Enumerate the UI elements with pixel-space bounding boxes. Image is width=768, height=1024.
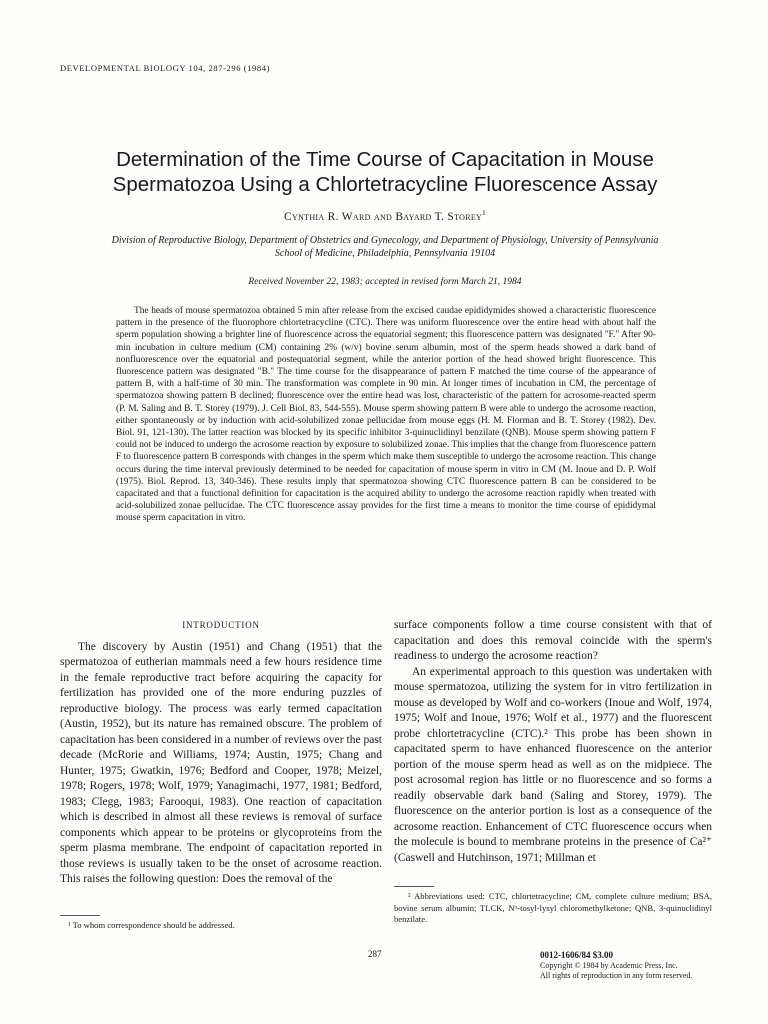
footnote-1: ¹ To whom correspondence should be addressed. xyxy=(68,920,235,930)
right-column-paragraph-1: surface components follow a time course consistent with that of capacitation and does this removal coincide with the sperm's readiness to undergo the acrosome reaction? xyxy=(394,619,712,662)
left-column-paragraph: The discovery by Austin (1951) and Chang (1951) that the spermatozoa of eutherian mammals need a few hours residence time in the female reproductive tract before acquiring the capacity for fertilization has provided one of the more enduring puzzles of reproductive biology. The process was early termed capacitation (Austin, 1952), but its nature has remained obscure. The problem of capacitation has been considered in a number of reviews over the past decade (McRorie and Williams, 1974; Austin, 1975; Chang and Hunter, 1975; Gwatkin, 1976; Bedford and Cooper, 1978; Meizel, 1978; Rogers, 1978; Wolf, 1979; Yanagimachi, 1977, 1981; Bedford, 1983; Clegg, 1983; Farooqui, 1983). One reaction of capacitation which is described in almost all these reviews is removal of surface components which appear to be proteins or glycoproteins from the sperm plasma membrane. The endpoint of capacitation reported in those reviews is usually taken to be the onset of acrosome reaction. This raises the following question: Does the removal of the xyxy=(60,640,382,885)
running-head: DEVELOPMENTAL BIOLOGY 104, 287-296 (1984) xyxy=(60,63,271,73)
page-number: 287 xyxy=(368,949,382,959)
footnote-rule-left xyxy=(60,915,100,916)
affiliation-line-2: School of Medicine, Philadelphia, Pennsylvania 19104 xyxy=(274,248,496,259)
author-2: Bayard T. Storey xyxy=(395,210,483,223)
author-1: Cynthia R. Ward xyxy=(284,210,371,223)
right-column-paragraph-2: An experimental approach to this question was undertaken with mouse spermatozoa, utilizing the system for in vitro fertilization in mouse as developed by Wolf and co-workers (Inoue and Wolf, 1974, 1975; Wolf and Inoue, 1976; Wolf et al., 1977) and the fluorescent probe chlortetracycline (CTC).² This probe has been shown in capacitated sperm to have enhanced fluorescence on the anterior portion of the mouse sperm head as well as on the midpiece. The post acrosomal region has little or no fluorescence and so forms a readily observable dark band (Saling and Storey, 1979). The fluorescence on the anterior portion is lost as a consequence of the acrosome reaction. Enhancement of CTC fluorescence occurs when the molecule is bound to membrane proteins in the presence of Ca²⁺ (Caswell and Hutchinson, 1971; Millman et xyxy=(394,665,712,864)
received-dates: Received November 22, 1983; accepted in revised form March 21, 1984 xyxy=(248,277,522,287)
footnote-rule-right xyxy=(394,886,434,887)
article-title xyxy=(60,147,710,197)
footnote-2: ² Abbreviations used: CTC, chlortetracycline; CM, complete culture medium; BSA, bovine serum albumin; TLCK, Nᵅ-tosyl-lysyl chloromethylketone; QNB, 3-quinuclidinyl benzilate. xyxy=(394,891,712,924)
affiliation-line-1: Division of Reproductive Biology, Department of Obstetrics and Gynecology, and Department of Physiology, University of Pennsylvania xyxy=(111,235,659,246)
publisher-block xyxy=(540,950,692,982)
rights-line: All rights of reproduction in any form reserved. xyxy=(540,971,693,980)
title-line-2: Spermatozoa Using a Chlortetracycline Fluorescence Assay xyxy=(112,173,658,196)
title-line-1: Determination of the Time Course of Capacitation in Mouse xyxy=(116,148,654,171)
section-heading-introduction: INTRODUCTION xyxy=(182,620,260,630)
left-column xyxy=(60,618,382,888)
copyright-line: Copyright © 1984 by Academic Press, Inc. xyxy=(540,960,678,970)
abstract: The heads of mouse spermatozoa obtained 5 min after release from the excised caudae epididymides showed a characteristic fluorescence pattern in the presence of the fluorophore chlortetracycline (CTC). There was uniform fluorescence over the entire head with about half the sperm population showing a brighter line of fluorescence across the equatorial segment; this fluorescence pattern was designated "F." After 90-min incubation in culture medium (CM) containing 2% (w/v) bovine serum albumin, most of the sperm heads showed a dark band of nonfluorescence over the equatorial and postequatorial segment, while the anterior portion of the head showed bright fluorescence. This fluorescence pattern was designated "B." The time course for the disappearance of pattern F matched the time course of the appearance of pattern B, with a half-time of 30 min. The transformation was complete in 90 min. At longer times of incubation in CM, the percentage of spermatozoa showing pattern B declined; fluorescence over the entire head was lost, characteristic of the pattern for acrosome-reacted sperm (P. M. Saling and B. T. Storey (1979). J. Cell Biol. 83, 544-555). Mouse sperm showing pattern B were able to undergo the acrosome reaction, either spontaneously or by induction with acid-solubilized zonae pellucidae from mouse eggs (H. M. Florman and B. T. Storey (1982). Dev. Biol. 91, 121-130). The latter reaction was blocked by its specific inhibitor 3-quinuclidinyl benzilate (QNB). Mouse sperm showing pattern F could not be induced to undergo the acrosome reaction by exposure to solubilized zonae. This implies that the change from fluorescence pattern F to fluorescence pattern B corresponds with changes in the sperm which make them susceptible to undergo the acrosome reaction. This change occurs during the time interval previously determined to be needed for capacitation of mouse sperm in vitro in CM (M. Inoue and D. P. Wolf (1975). Biol. Reprod. 13, 340-346). These results imply that spermatozoa showing CTC fluorescence pattern B can be considered to be capacitated and that a functional definition for capacitation is the acquired ability to undergo the acrosome reaction rapidly when treated with acid-solubilized zonae pellucidae. The CTC fluorescence assay provides for the first time a means to monitor the time course of epididymal mouse sperm capacitation in vitro. xyxy=(116,306,656,524)
author-conjunction: and xyxy=(373,210,393,223)
right-column xyxy=(394,618,712,866)
author-footnote-mark: 1 xyxy=(482,209,486,217)
issn-code: 0012-1606/84 $3.00 xyxy=(540,950,613,960)
affiliation xyxy=(60,234,710,260)
author-list xyxy=(60,209,710,223)
